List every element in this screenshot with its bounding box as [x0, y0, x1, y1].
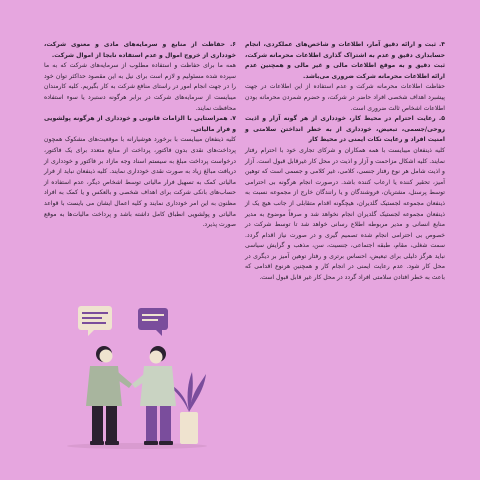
section-6-body: همه ما برای حفاظت و استفاده مطلوب از سرمایه‌های شرکت که به ما سپرده شده مسئولیم و لازم است برای نیل به این مقصود حداکثر توان خود را در جهت انجام امور در راستای منافع شرکت به کار بگیریم. کلیه کارمندان میبایست از سرمایه‌های شرکت در برابر هرگونه دستبرد یا سوء استفاده محافظت نمایند. — [44, 62, 236, 112]
section-4-heading: ۴. ثبت و ارائه دقیق آمار، اطلاعات و شاخص‌های عملکردی، انجام حسابداری دقیق و عدم به اشتراک گذاری اطلاعات محرمانه شرکت، ثبت دقیق و به موقع اطلاعات مالی و غیر مالی و همچنین عدم ارائه اطلاعات محرمانه شرکت ضروری می‌باشد. — [245, 41, 445, 80]
section-5-body: کلیه ذینفعان میبایست با همه همکاران و شرکای تجاری خود با احترام رفتار نمایند. کلیه اشکال مزاحمت و آزار و اذیت در محل کار غیرقابل قبول است. آزار و اذیت شامل هر نوع رفتار جنسی، کلامی، غیر کلامی و جسمی است که توهین آمیز، تحقیر کننده یا ارعاب کننده باشد. درصورت انجام هرگونه بی احترامی توسط پرسنل، مشتریان، فروشندگان و یا رانندگان خارج از مجموعه نسبت به ذینفعان مجموعه لجستیک گلدیران، هیچگونه اقدام متقابلی از جانب هیچ یک از ذینفعان مجموعه لجستیک گلدیران انجام نخواهد شد و صرفاً موضوع به مدیر منابع انسانی و مدیر مربوطه اطلاع رسانی خواهد شد تا توسط شرکت در خصوص بی احترامی انجام شده تصمیم گیری و در صورت نیاز اقدام گردد. سمت شغلی، مقام، طبقه اجتماعی، جنسیت، سن، مذهب و گرایش سیاسی نباید هرگز دلیلی برای تبعیض، احساس برتری و رفتار توهین آمیز بر دیگری در محل کار شود. عدم رعایت ایمنی در انجام کار و همچنین هرنوع اقدامی که باعث به خطر افتادن سلامتی افراد گردد در محل کار غیر قابل قبول است. — [245, 146, 445, 282]
left-column — [44, 40, 236, 231]
plant-pot — [180, 412, 198, 444]
section-5-heading: ۵. رعایت احترام در محیط کار، خودداری از هر گونه آزار و اذیت روحی/جسمی، تبعیض، خودداری از به خطر انداختن سلامتی و امنیت افراد و رعایت نکات ایمنی در محیط کار — [245, 115, 445, 144]
section-7-heading: ۷. همراستایی با الزامات قانونی و خودداری از هرگونه پولشویی و فرار مالیاتی. — [44, 115, 236, 133]
section-6-heading: ۶. حفاظت از منابع و سرمایه‌های مادی و معنوی شرکت، خودداری از خروج اموال و عدم استفاده نابجا از اموال شرکت. — [44, 41, 236, 59]
left-person — [86, 346, 132, 445]
section-7-body: کلیه ذینفعان میبایست با برخورد هوشیارانه با موقعیت‌های مشکوک همچون پرداخت‌های نقدی بدون فاکتور، پرداخت از منابع متعدد برای یک فاکتور، درخواست پرداخت مبلغ به سیستم اسناد وجه مازاد بر فاکتور و خودداری از دریافت مبالغ زیاد به صورت نقدی خودداری نمایند. کلیه ذینفعان نباید از فرار مالیاتی کمک به تسهیل فرار مالیاتی توسط اشخاص دیگر، عدم استفاده از حساب‌های بانکی شرکت برای اهداف شخصی و بالعکس و یا کمک به افراد مظنون به این امر خودداری نمایند و کلیه اعمال ایشان می بایست با قواعد مالیاتی و پولشویی انطباق کامل داشته باشد و پرداخت مالیات‌ها به موقع صورت پذیرد. — [44, 136, 236, 229]
right-person — [132, 346, 176, 445]
right-column — [245, 40, 445, 284]
two-people-conversation-illustration — [62, 300, 212, 450]
section-4-body: حفاظت اطلاعات محرمانه شرکت و عدم استفاده از این اطلاعات در جهت پیشبرد اهداف شخصی افراد حاضر در شرکت، و حضرم شمردن محرمانه بودن اطلاعات اشخاص ثالث ضروری است. — [245, 83, 445, 112]
